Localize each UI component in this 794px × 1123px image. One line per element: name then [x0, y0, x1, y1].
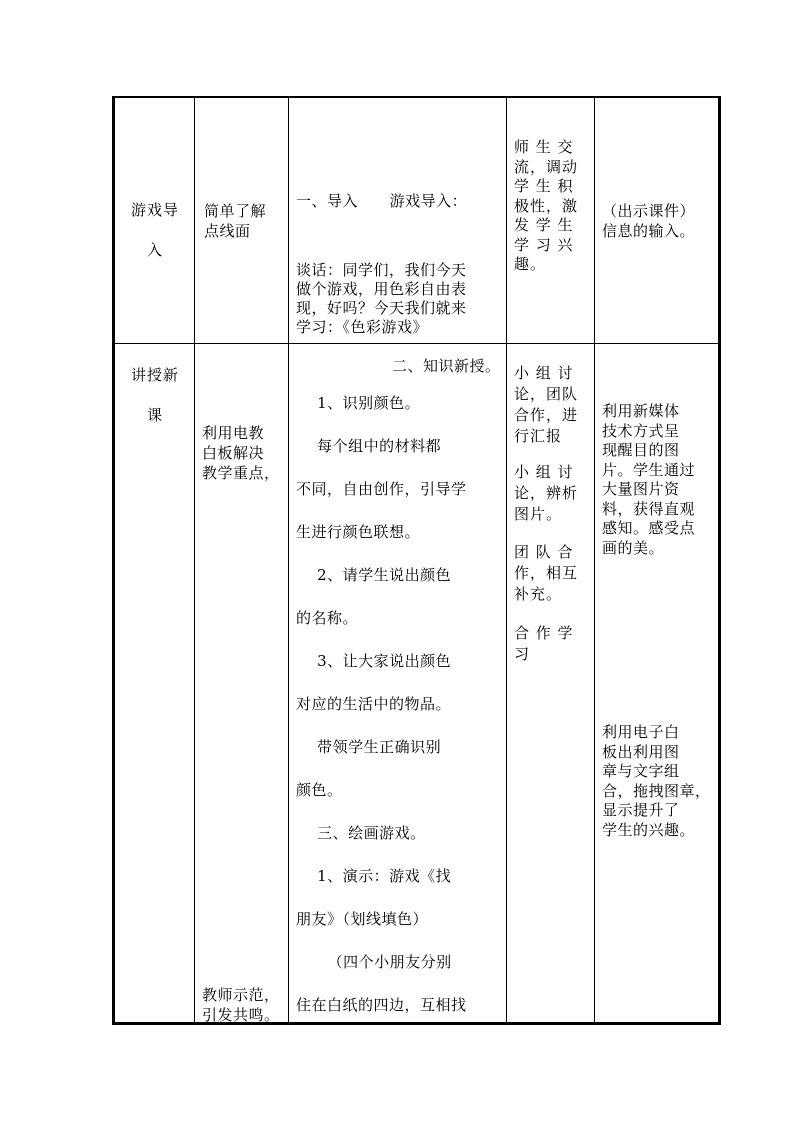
content-line: 1、演示：游戏《找: [296, 867, 452, 885]
student-cell-intro: 师 生 交 流，调动 学 生 积 极性，激 发 学 生 学 习 兴 趣。: [514, 138, 579, 273]
content-line: 对应的生活中的物品。: [296, 695, 452, 713]
col-divider-1: [194, 96, 195, 1025]
content-line: 每个组中的材料都: [296, 437, 442, 455]
table-top-border: [112, 96, 721, 98]
design-cell-new-lesson-bottom: 利用电子白 板出利用图 章与文字组 合，拖拽图章， 显示提升了 学生的兴趣。: [602, 723, 711, 839]
content-line: 2、请学生说出颜色: [296, 566, 452, 584]
design-cell-intro: （出示课件） 信息的输入。: [602, 202, 696, 240]
content-cell-intro-heading: 一、导入 游戏导入：: [296, 192, 468, 210]
goal-cell-new-lesson-top: 利用电教 白板解决 教学重点，: [202, 424, 280, 482]
content-heading-knowledge: 二、知识新授。: [392, 357, 501, 375]
student-block-cooperate: 合 作 学 习: [514, 624, 574, 663]
design-cell-new-lesson-top: 利用新媒体 技术方式呈 现醒目的图 片。学生通过 大量图片资 料，获得直观 感知。感受点 画的美。: [602, 402, 696, 557]
content-line: 三、绘画游戏。: [296, 824, 426, 842]
content-line: 朋友》（划线填色）: [296, 910, 429, 928]
lesson-plan-table: [112, 96, 721, 1025]
col-divider-2: [288, 96, 289, 1025]
content-line: 颜色。: [296, 781, 343, 799]
col-divider-3: [506, 96, 507, 1025]
content-cell-intro-talk: 谈话：同学们，我们今天 做个游戏，用色彩自由表 现，好吗？今天我们就来 学习：《色彩游戏》: [296, 261, 467, 336]
row-divider: [112, 343, 721, 344]
col-divider-4: [594, 96, 595, 1025]
goal-cell-new-lesson-bottom: 教师示范， 引发共鸣。: [202, 986, 280, 1024]
content-line: 3、让大家说出颜色: [296, 652, 452, 670]
content-line: （四个小朋友分别: [296, 953, 452, 971]
table-right-border: [718, 96, 721, 1025]
student-block-teamwork: 团 队 合 作，相互 补充。: [514, 543, 579, 603]
table-left-border: [112, 96, 115, 1025]
content-line: 1、识别颜色。: [296, 394, 421, 412]
content-line: 带领学生正确识别: [296, 738, 442, 756]
content-line: 不同，自由创作，引导学: [296, 480, 467, 498]
content-line: 生进行颜色联想。: [296, 523, 421, 541]
goal-cell-intro: 简单了解 点线面: [204, 202, 267, 240]
student-block-discussion-1: 小 组 讨 论，团队 合作，进 行汇报: [514, 364, 579, 445]
stage-cell-new-lesson: 讲授新 课: [130, 366, 179, 424]
content-line: 的名称。: [296, 609, 359, 627]
content-line: 住在白纸的四边，互相找: [296, 996, 467, 1014]
stage-cell-intro: 游戏导 入: [130, 201, 179, 259]
student-block-discussion-2: 小 组 讨 论，辨析 图片。: [514, 463, 579, 523]
